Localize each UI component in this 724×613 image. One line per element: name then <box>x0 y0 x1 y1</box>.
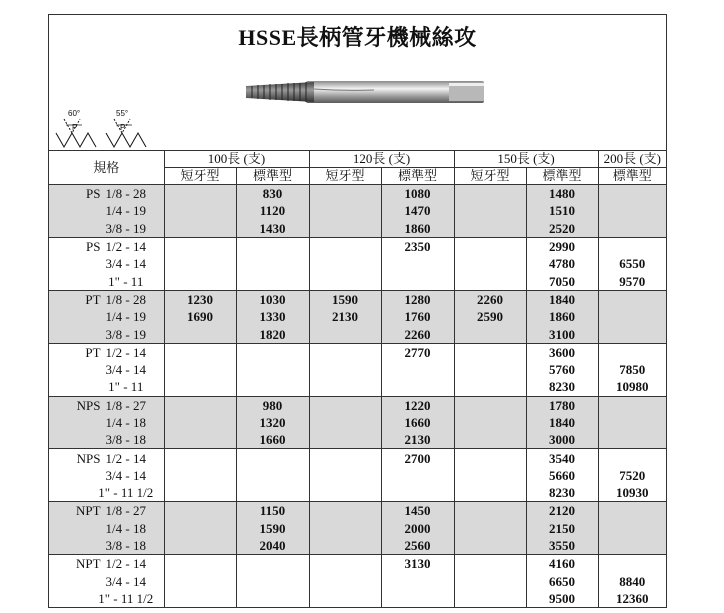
thread-size-label: 3/8 - 19 <box>105 326 146 342</box>
price-cell: 2260 <box>454 290 526 308</box>
price-cell <box>164 255 236 272</box>
price-cell: 1430 <box>236 220 309 238</box>
spec-cell <box>49 431 164 449</box>
price-cell: 2120 <box>526 502 598 520</box>
header-group-200: 200長 (支) <box>598 151 666 168</box>
price-cell: 2350 <box>381 237 454 255</box>
price-cell <box>309 431 381 449</box>
price-cell <box>164 590 236 608</box>
price-cell <box>454 255 526 272</box>
table-row <box>49 272 666 290</box>
price-cell <box>236 237 309 255</box>
thread-size-label: 1/8 - 27 <box>105 397 146 413</box>
price-cell <box>598 220 666 238</box>
price-cell <box>454 555 526 573</box>
price-cell: 2150 <box>526 520 598 537</box>
price-cell <box>309 467 381 484</box>
price-cell <box>598 237 666 255</box>
price-cell: 8230 <box>526 484 598 502</box>
table-row <box>49 378 666 396</box>
price-cell <box>164 414 236 431</box>
price-cell <box>598 555 666 573</box>
price-cell: 5660 <box>526 467 598 484</box>
price-cell: 6650 <box>526 573 598 590</box>
table-row <box>49 290 666 308</box>
price-cell: 2130 <box>309 308 381 325</box>
price-cell <box>454 484 526 502</box>
thread-type-label: NPT <box>75 503 101 519</box>
price-cell <box>454 343 526 361</box>
price-cell <box>454 237 526 255</box>
price-cell: 1840 <box>526 290 598 308</box>
thread-size-label: 1/4 - 18 <box>105 415 146 430</box>
spec-cell <box>49 573 164 590</box>
price-cell <box>164 185 236 203</box>
spec-cell <box>49 590 164 608</box>
price-cell <box>164 220 236 238</box>
price-cell: 2260 <box>381 325 454 343</box>
price-cell: 3600 <box>526 343 598 361</box>
table-row <box>49 414 666 431</box>
thread-type-label: PT <box>85 344 101 360</box>
price-cell <box>598 449 666 467</box>
price-cell: 1230 <box>164 290 236 308</box>
thread-p-label-2: P <box>120 123 126 132</box>
spec-cell <box>49 290 164 308</box>
table-row <box>49 185 666 203</box>
table-row <box>49 467 666 484</box>
price-cell <box>309 502 381 520</box>
price-cell: 6550 <box>598 255 666 272</box>
thread-size-label: 1/2 - 14 <box>105 239 146 255</box>
table-row <box>49 361 666 378</box>
price-cell: 4160 <box>526 555 598 573</box>
header-sub: 短牙型 <box>164 168 236 185</box>
price-cell <box>164 396 236 414</box>
price-cell <box>381 361 454 378</box>
price-cell: 7050 <box>526 272 598 290</box>
table-row <box>49 573 666 590</box>
price-cell <box>236 378 309 396</box>
price-cell <box>236 590 309 608</box>
table-row <box>49 308 666 325</box>
price-cell <box>164 555 236 573</box>
price-cell <box>309 590 381 608</box>
thread-size-label: 3/8 - 18 <box>105 538 146 554</box>
price-cell: 7850 <box>598 361 666 378</box>
price-cell: 1690 <box>164 308 236 325</box>
price-cell <box>598 537 666 555</box>
price-cell: 1220 <box>381 396 454 414</box>
price-cell: 980 <box>236 396 309 414</box>
thread-type-label: NPT <box>75 556 101 572</box>
thread-size-label: 1/2 - 14 <box>105 344 146 360</box>
price-cell: 1320 <box>236 414 309 431</box>
price-cell: 2700 <box>381 449 454 467</box>
thread-size-label: 3/4 - 14 <box>105 362 146 378</box>
price-cell <box>454 414 526 431</box>
spec-cell <box>49 220 164 238</box>
table-row <box>49 537 666 555</box>
spec-cell <box>49 414 164 431</box>
price-cell <box>454 361 526 378</box>
thread-size-label: 3/4 - 14 <box>105 256 146 272</box>
price-cell: 9570 <box>598 272 666 290</box>
price-cell <box>381 255 454 272</box>
table-row <box>49 202 666 219</box>
price-table <box>49 150 666 608</box>
thread-size-label: 1" - 11 <box>108 379 144 395</box>
header-group-150: 150長 (支) <box>454 151 598 168</box>
price-cell: 1480 <box>526 185 598 203</box>
price-cell: 1860 <box>381 220 454 238</box>
price-cell <box>598 520 666 537</box>
price-cell <box>598 325 666 343</box>
header-spec: 規格 <box>49 151 164 185</box>
price-cell <box>454 449 526 467</box>
price-cell <box>454 573 526 590</box>
price-cell: 2040 <box>236 537 309 555</box>
price-cell: 1780 <box>526 396 598 414</box>
price-cell <box>598 185 666 203</box>
table-row <box>49 255 666 272</box>
price-cell: 1330 <box>236 308 309 325</box>
header-sub: 標準型 <box>598 168 666 185</box>
thread-size-label: 1/8 - 27 <box>105 503 146 519</box>
spec-cell <box>49 502 164 520</box>
table-row <box>49 343 666 361</box>
header-sub: 標準型 <box>236 168 309 185</box>
price-cell: 1660 <box>381 414 454 431</box>
price-cell: 1280 <box>381 290 454 308</box>
spec-cell <box>49 449 164 467</box>
price-cell <box>309 449 381 467</box>
price-cell <box>454 520 526 537</box>
price-cell <box>309 520 381 537</box>
price-cell <box>164 537 236 555</box>
spec-cell <box>49 484 164 502</box>
thread-size-label: 3/4 - 14 <box>105 573 146 589</box>
price-cell <box>236 361 309 378</box>
tap-tool-image <box>244 77 484 107</box>
table-row <box>49 555 666 573</box>
table-row <box>49 520 666 537</box>
price-cell: 8840 <box>598 573 666 590</box>
spec-cell <box>49 272 164 290</box>
price-cell: 1450 <box>381 502 454 520</box>
price-cell <box>309 361 381 378</box>
table-row <box>49 431 666 449</box>
price-cell <box>164 343 236 361</box>
thread-profile-icon <box>54 107 154 149</box>
price-cell <box>236 555 309 573</box>
thread-type-label: NPS <box>76 450 101 466</box>
price-cell <box>454 185 526 203</box>
spec-cell <box>49 520 164 537</box>
thread-angle-55-label: 55° <box>116 109 129 118</box>
price-cell: 2770 <box>381 343 454 361</box>
price-cell <box>309 272 381 290</box>
thread-angle-60-label: 60° <box>68 109 81 118</box>
price-cell <box>164 502 236 520</box>
price-cell <box>454 325 526 343</box>
price-cell <box>164 573 236 590</box>
price-cell <box>598 202 666 219</box>
spec-cell <box>49 396 164 414</box>
spec-cell <box>49 361 164 378</box>
thread-size-label: 1/4 - 19 <box>105 203 146 219</box>
price-cell <box>598 396 666 414</box>
price-cell <box>598 308 666 325</box>
table-row <box>49 449 666 467</box>
price-cell: 10930 <box>598 484 666 502</box>
spec-cell <box>49 325 164 343</box>
thread-p-label-1: P <box>72 123 78 132</box>
price-cell <box>454 467 526 484</box>
thread-size-label: 1" - 11 1/2 <box>98 590 154 606</box>
price-cell: 1820 <box>236 325 309 343</box>
price-cell <box>236 255 309 272</box>
price-cell: 1840 <box>526 414 598 431</box>
price-cell <box>598 431 666 449</box>
price-cell <box>454 272 526 290</box>
price-cell <box>164 431 236 449</box>
table-row <box>49 590 666 608</box>
price-cell: 2520 <box>526 220 598 238</box>
price-cell <box>454 202 526 219</box>
table-row <box>49 220 666 238</box>
price-cell: 2130 <box>381 431 454 449</box>
price-cell: 9500 <box>526 590 598 608</box>
price-cell: 1470 <box>381 202 454 219</box>
thread-size-label: 1/4 - 19 <box>105 309 146 325</box>
price-cell <box>381 590 454 608</box>
thread-type-label: PS <box>86 186 101 202</box>
price-cell: 1120 <box>236 202 309 219</box>
table-header <box>49 151 666 185</box>
price-cell <box>454 378 526 396</box>
price-cell <box>309 343 381 361</box>
price-cell <box>309 378 381 396</box>
price-cell: 830 <box>236 185 309 203</box>
price-cell <box>309 202 381 219</box>
price-cell <box>309 237 381 255</box>
price-cell: 3540 <box>526 449 598 467</box>
header-sub: 短牙型 <box>454 168 526 185</box>
price-cell <box>309 537 381 555</box>
price-cell: 1080 <box>381 185 454 203</box>
page-title: HSSE長柄管牙機械絲攻 <box>238 25 477 50</box>
price-cell <box>236 484 309 502</box>
price-cell <box>309 555 381 573</box>
price-cell <box>309 396 381 414</box>
price-cell <box>598 414 666 431</box>
price-cell: 3100 <box>526 325 598 343</box>
price-cell: 1760 <box>381 308 454 325</box>
price-cell <box>236 467 309 484</box>
price-cell: 1510 <box>526 202 598 219</box>
price-cell <box>164 449 236 467</box>
price-cell <box>164 467 236 484</box>
thread-type-label: PT <box>85 291 101 307</box>
thread-size-label: 1/8 - 28 <box>105 186 146 202</box>
catalog-frame <box>48 14 667 608</box>
price-cell <box>164 484 236 502</box>
price-cell: 1660 <box>236 431 309 449</box>
price-cell: 2560 <box>381 537 454 555</box>
table-row <box>49 396 666 414</box>
price-cell: 12360 <box>598 590 666 608</box>
price-cell: 7520 <box>598 467 666 484</box>
price-cell <box>236 272 309 290</box>
price-cell: 10980 <box>598 378 666 396</box>
price-cell <box>598 343 666 361</box>
price-cell <box>598 290 666 308</box>
thread-size-label: 3/8 - 18 <box>105 432 146 448</box>
price-cell <box>381 573 454 590</box>
thread-type-label: NPS <box>76 397 101 413</box>
price-cell <box>309 484 381 502</box>
price-cell: 8230 <box>526 378 598 396</box>
thread-size-label: 1/8 - 28 <box>105 291 146 307</box>
price-cell: 3550 <box>526 537 598 555</box>
spec-cell <box>49 255 164 272</box>
price-cell: 1030 <box>236 290 309 308</box>
spec-cell <box>49 378 164 396</box>
price-cell <box>309 325 381 343</box>
header-sub: 標準型 <box>526 168 598 185</box>
price-cell <box>381 378 454 396</box>
price-cell <box>309 255 381 272</box>
thread-type-label: PS <box>86 239 101 255</box>
spec-cell <box>49 237 164 255</box>
price-cell: 1590 <box>236 520 309 537</box>
price-cell <box>236 573 309 590</box>
table-row <box>49 237 666 255</box>
price-cell: 3000 <box>526 431 598 449</box>
price-cell <box>164 325 236 343</box>
price-cell <box>309 573 381 590</box>
price-cell <box>454 590 526 608</box>
price-cell <box>164 361 236 378</box>
price-cell <box>236 343 309 361</box>
spec-cell <box>49 308 164 325</box>
price-cell <box>454 220 526 238</box>
spec-cell <box>49 343 164 361</box>
table-row <box>49 484 666 502</box>
price-cell <box>381 484 454 502</box>
price-cell <box>454 431 526 449</box>
price-cell: 1860 <box>526 308 598 325</box>
spec-cell <box>49 202 164 219</box>
price-cell <box>309 185 381 203</box>
thread-size-label: 1" - 11 1/2 <box>98 485 154 501</box>
price-cell <box>381 272 454 290</box>
price-cell <box>164 520 236 537</box>
thread-size-label: 1/4 - 18 <box>105 520 146 536</box>
table-row <box>49 502 666 520</box>
price-cell <box>309 220 381 238</box>
spec-cell <box>49 185 164 203</box>
header-group-120: 120長 (支) <box>309 151 454 168</box>
price-cell: 2590 <box>454 308 526 325</box>
price-cell: 5760 <box>526 361 598 378</box>
price-cell: 2990 <box>526 237 598 255</box>
price-cell <box>309 414 381 431</box>
price-cell <box>164 272 236 290</box>
price-cell: 4780 <box>526 255 598 272</box>
price-cell <box>164 202 236 219</box>
spec-cell <box>49 555 164 573</box>
header-group-100: 100長 (支) <box>164 151 309 168</box>
price-cell <box>164 237 236 255</box>
price-cell: 1150 <box>236 502 309 520</box>
table-row <box>49 325 666 343</box>
price-cell: 1590 <box>309 290 381 308</box>
price-cell <box>454 502 526 520</box>
thread-size-label: 1/2 - 14 <box>105 556 146 572</box>
header-sub: 標準型 <box>381 168 454 185</box>
thread-size-label: 3/8 - 19 <box>105 220 146 236</box>
header-sub: 短牙型 <box>309 168 381 185</box>
thread-size-label: 1" - 11 <box>108 273 144 289</box>
price-cell <box>454 537 526 555</box>
thread-size-label: 3/4 - 14 <box>105 467 146 483</box>
price-cell <box>236 449 309 467</box>
price-cell <box>454 396 526 414</box>
spec-cell <box>49 467 164 484</box>
table-body <box>49 185 666 608</box>
price-cell <box>164 378 236 396</box>
price-cell: 2000 <box>381 520 454 537</box>
price-cell <box>598 502 666 520</box>
price-cell <box>381 467 454 484</box>
spec-cell <box>49 537 164 555</box>
thread-size-label: 1/2 - 14 <box>105 450 146 466</box>
price-cell: 3130 <box>381 555 454 573</box>
